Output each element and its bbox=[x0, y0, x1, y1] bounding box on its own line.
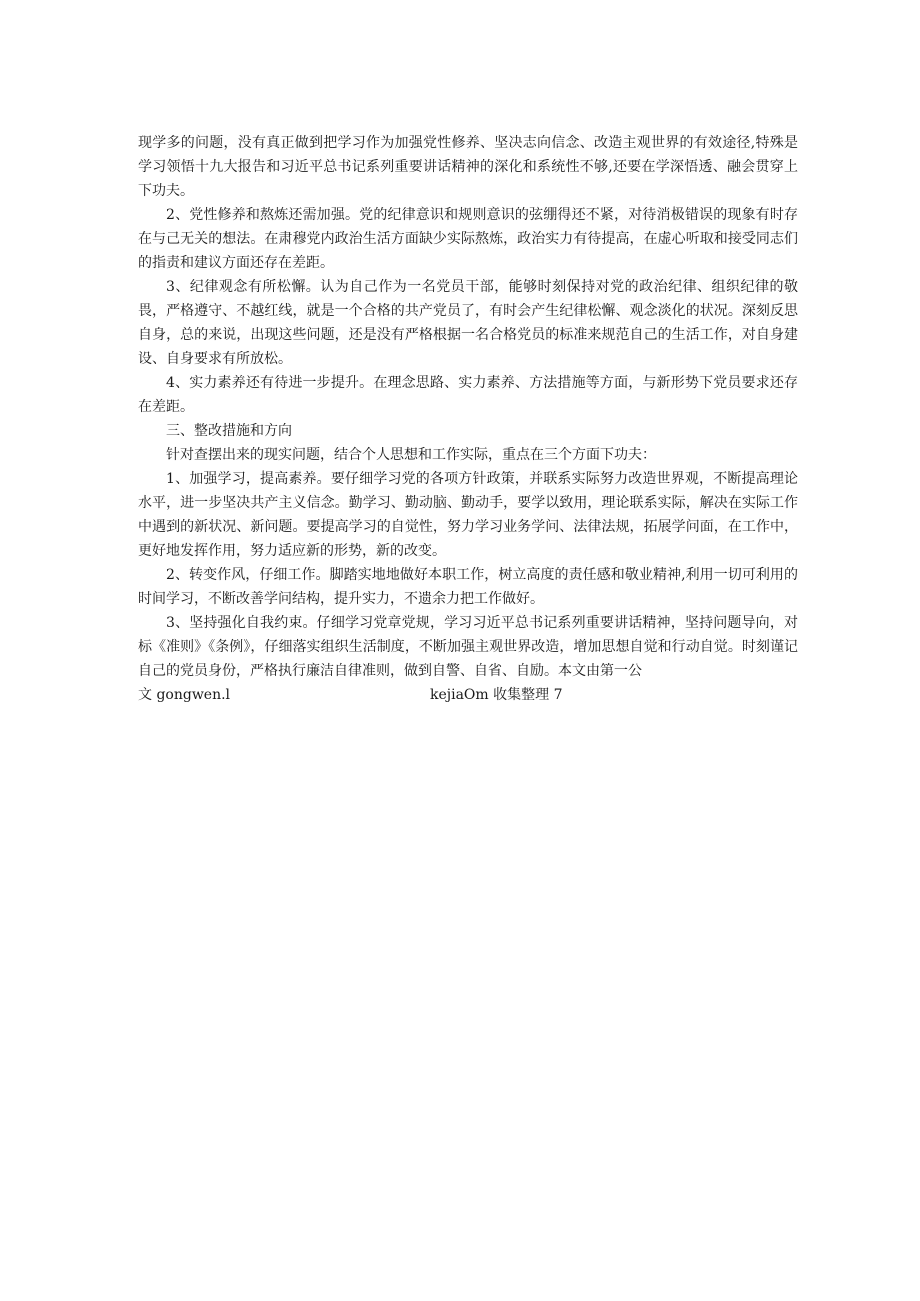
paragraph-measure-self-discipline: 3、坚持强化自我约束。仔细学习党章党规，学习习近平总书记系列重要讲话精神，坚持问题导向，对标《准则》《条例》，仔细落实组织生活制度，不断加强主观世界改造，增加思想自觉和行动自觉。时刻谨记自己的党员身份，严格执行廉洁自律准则，做到自警、自省、自励。本文由第一公 bbox=[138, 615, 798, 679]
source-note-left: 文 gongwen.l bbox=[138, 687, 231, 703]
source-note bbox=[138, 683, 798, 707]
section-heading-measures: 三、整改措施和方向 bbox=[166, 423, 292, 439]
paragraph-measures-intro: 针对查摆出来的现实问题，结合个人思想和工作实际，重点在三个方面下功夫： bbox=[166, 447, 656, 463]
document-body bbox=[138, 131, 798, 707]
paragraph-discipline: 3、纪律观念有所松懈。认为自己作为一名党员干部，能够时刻保持对党的政治纪律、组织纪律的敬畏，严格遵守、不越红线，就是一个合格的共产党员了，有时会产生纪律松懈、观念淡化的状况。深刻反思自身，总的来说，出现这些问题，还是没有严格根据一名合格党员的标准来规范自己的生活工作，对自身建设、自身要求有所放松。 bbox=[138, 279, 798, 367]
paragraph-measure-style: 2、转变作风，仔细工作。脚踏实地地做好本职工作，树立高度的责任感和敬业精神,利用一切可利用的时间学习，不断改善学问结构，提升实力，不遗余力把工作做好。 bbox=[138, 567, 798, 607]
source-note-right: kejiaOm 收集整理 7 bbox=[430, 687, 563, 703]
paragraph-party-spirit: 2、党性修养和熬炼还需加强。党的纪律意识和规则意识的弦绷得还不紧，对待消极错误的现象有时存在与己无关的想法。在肃穆党内政治生活方面缺少实际熬炼，政治实力有待提高，在虚心听取和接受同志们的指责和建议方面还存在差距。 bbox=[138, 207, 798, 271]
paragraph-study-problem: 现学多的问题，没有真正做到把学习作为加强党性修养、坚决志向信念、改造主观世界的有效途径,特殊是学习领悟十九大报告和习近平总书记系列重要讲话精神的深化和系统性不够,还要在学深悟透、融会贯穿上下功夫。 bbox=[138, 135, 798, 199]
paragraph-ability: 4、实力素养还有待进一步提升。在理念思路、实力素养、方法措施等方面，与新形势下党员要求还存在差距。 bbox=[138, 375, 798, 415]
paragraph-measure-study: 1、加强学习，提高素养。要仔细学习党的各项方针政策，并联系实际努力改造世界观，不断提高理论水平，进一步坚决共产主义信念。勤学习、勤动脑、勤动手，要学以致用，理论联系实际，解决在实际工作中遇到的新状况、新问题。要提高学习的自觉性，努力学习业务学问、法律法规，拓展学问面，在工作中，更好地发挥作用，努力适应新的形势，新的改变。 bbox=[138, 471, 798, 559]
